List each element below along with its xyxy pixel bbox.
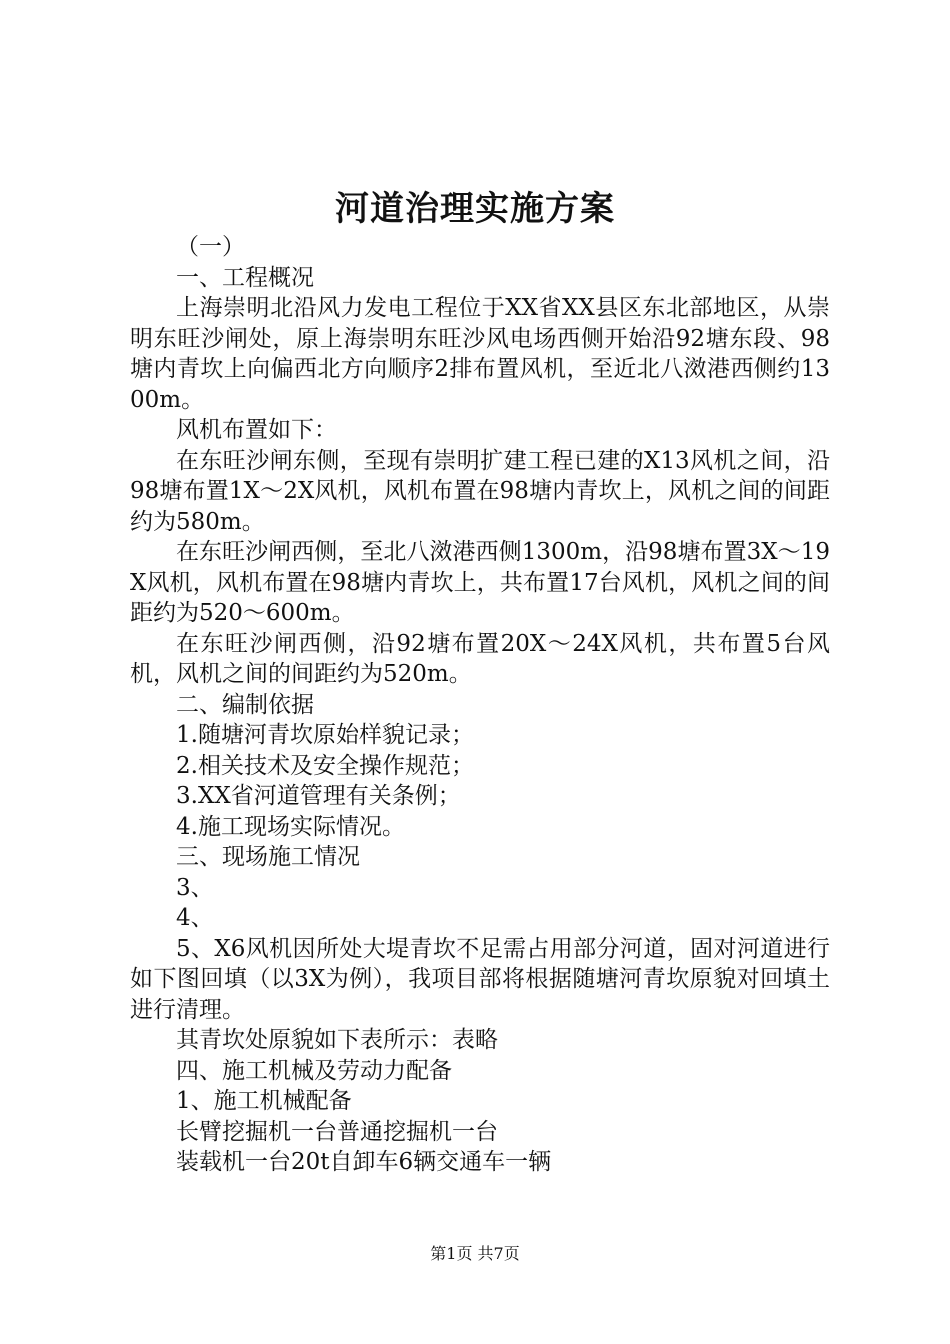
heading-project-overview: 一、工程概况 [176, 264, 314, 291]
paragraph-machinery-vehicles: 装载机一台20t自卸车6辆交通车一辆 [176, 1149, 552, 1175]
paragraph-section-marker: （一） [176, 234, 245, 260]
list-item-site-4: 4、 [176, 905, 214, 931]
paragraph-layout-west-92: 在东旺沙闸西侧，沿92塘布置20X～24X风机，共布置5台风机，风机之间的间距约为520m。 [130, 630, 830, 687]
document-title: 河道治理实施方案 [335, 189, 615, 229]
list-item-site-5: 5、X6风机因所处大堤青坎不足需占用部分河道，固对河道进行如下图回填（以3X为例），我项目部将根据随塘河青坎原貌对回填土进行清理。 [130, 935, 830, 1023]
document-body [130, 232, 830, 1178]
list-item-basis-2: 2.相关技术及安全操作规范； [176, 752, 474, 779]
list-item-basis-4: 4.施工现场实际情况。 [176, 813, 405, 840]
list-item-site-3: 3、 [176, 874, 214, 901]
paragraph-machinery-excavators: 长臂挖掘机一台普通挖掘机一台 [176, 1118, 498, 1145]
heading-basis: 二、编制依据 [176, 691, 314, 718]
subheading-machinery: 1、施工机械配备 [176, 1088, 352, 1114]
heading-site-conditions: 三、现场施工情况 [176, 844, 360, 870]
page-footer: 第1页 共7页 [430, 1244, 520, 1263]
list-item-basis-3: 3.XX省河道管理有关条例； [176, 783, 461, 809]
paragraph-layout-east: 在东旺沙闸东侧，至现有崇明扩建工程已建的X13风机之间，沿98塘布置1X～2X风机，风机布置在98塘内青坎上，风机之间的间距约为580m。 [130, 447, 830, 535]
paragraph-turbine-layout-intro: 风机布置如下： [176, 417, 337, 443]
paragraph-layout-west-98: 在东旺沙闸西侧，至北八滧港西侧1300m，沿98塘布置3X～19X风机，风机布置在98塘内青坎上，共布置17台风机，风机之间的间距约为520～600m。 [130, 539, 830, 626]
paragraph-table-note: 其青坎处原貌如下表所示：表略 [176, 1027, 498, 1053]
paragraph-project-location: 上海崇明北沿风力发电工程位于XX省XX县区东北部地区，从崇明东旺沙闸处，原上海崇明东旺沙风电场西侧开始沿92塘东段、98塘内青坎上向偏西北方向顺序2排布置风机，至近北八滧港西侧约1300m。 [130, 295, 830, 413]
heading-machinery-labor: 四、施工机械及劳动力配备 [176, 1057, 452, 1084]
list-item-basis-1: 1.随塘河青坎原始样貌记录； [176, 722, 474, 748]
